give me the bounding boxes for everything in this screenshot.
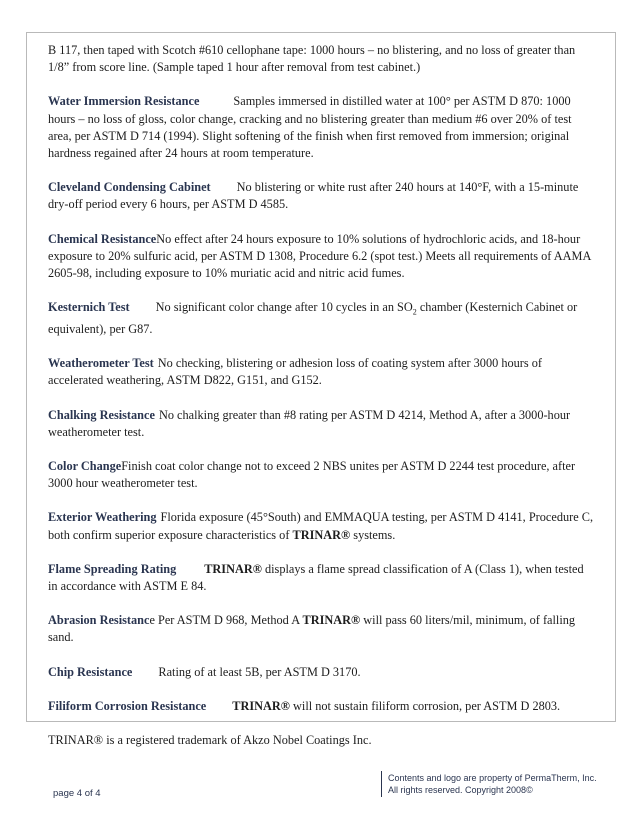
- flame-spreading-paragraph: [48, 561, 596, 595]
- copyright-line-1: Contents and logo are property of PermaTherm, Inc.: [388, 773, 597, 783]
- chalking-text: No chalking greater than #8 rating per ASTM D 4214, Method A, after a 3000-hour weatherometer test.: [48, 407, 571, 439]
- copyright-line-2: All rights reserved. Copyright 2008©: [388, 785, 533, 795]
- chemical-text: No effect after 24 hours exposure to 10% solutions of hydrochloric acids, and 18-hour exposure to 20% sulfuric acid, per ASTM D 1308, Procedure 6.2 (spot test.) Meets all requirements of AAMA 2605-98, including exposure to 10% muriatic acid and nitric acid fumes.: [48, 231, 591, 281]
- filiform-heading: Filiform Corrosion Resistance: [48, 698, 207, 713]
- abrasion-text-end: will pass 60 liters/mil, minimum, of falling sand.: [48, 613, 576, 645]
- kesternich-text-end: chamber (Kesternich Cabinet or equivalent), per G87.: [48, 300, 578, 336]
- weatherometer-text: No checking, blistering or adhesion loss of coating system after 3000 hours of accelerated weathering, ASTM D822, G151, and G152.: [48, 356, 542, 388]
- paragraph-text: B 117, then taped with Scotch #610 cellophane tape: 1000 hours – no blistering, and no loss of greater than 1/8” from score line. (Sample taped 1 hour after removal from test cabinet.): [48, 43, 576, 75]
- chemical-heading: Chemical Resistance: [48, 231, 157, 246]
- chemical-paragraph: [48, 231, 596, 283]
- kesternich-paragraph: [48, 299, 596, 338]
- trinar-brand: TRINAR®: [232, 698, 290, 713]
- trinar-brand: TRINAR®: [302, 613, 361, 628]
- water-immersion-heading: Water Immersion Resistance: [48, 94, 200, 109]
- chip-resistance-paragraph: [48, 664, 596, 681]
- chip-resistance-heading: Chip Resistance: [48, 664, 133, 679]
- spec-content: [48, 42, 596, 766]
- trinar-brand: TRINAR®: [292, 527, 351, 542]
- abrasion-paragraph: [48, 612, 596, 646]
- cleveland-text: No blistering or white rust after 240 hours at 140°F, with a 15-minute dry-off period every 6 hours, per ASTM D 4585.: [48, 180, 579, 212]
- trademark-notice: [48, 732, 596, 749]
- chalking-paragraph: [48, 407, 596, 441]
- salt-spray-continuation: [48, 42, 596, 76]
- flame-spreading-text: displays a flame spread classification of A (Class 1), when tested in accordance with ASTM E 84.: [48, 561, 584, 593]
- color-change-heading: Color Change: [48, 458, 122, 473]
- trinar-brand: TRINAR®: [204, 561, 262, 576]
- chip-resistance-text: Rating of at least 5B, per ASTM D 3170.: [158, 664, 361, 679]
- weatherometer-paragraph: [48, 355, 596, 389]
- abrasion-heading: Abrasion Resistanc: [48, 613, 150, 628]
- exterior-weathering-text: Florida exposure (45°South) and EMMAQUA testing, per ASTM D 4141, Procedure C, both confirm superior exposure characteristics of: [48, 510, 594, 542]
- color-change-paragraph: [48, 458, 596, 492]
- cleveland-paragraph: [48, 179, 596, 213]
- exterior-weathering-heading: Exterior Weathering: [48, 510, 157, 525]
- copyright-notice: [388, 772, 618, 796]
- filiform-text: will not sustain filiform corrosion, per ASTM D 2803.: [289, 698, 561, 713]
- kesternich-heading: Kesternich Test: [48, 300, 130, 315]
- exterior-weathering-text-end: systems.: [350, 527, 396, 542]
- water-immersion-paragraph: [48, 93, 596, 162]
- abrasion-text: e Per ASTM D 968, Method A: [149, 613, 303, 628]
- footer-divider: [381, 771, 382, 797]
- chalking-heading: Chalking Resistance: [48, 407, 155, 422]
- trademark-text: TRINAR® is a registered trademark of Akzo Nobel Coatings Inc.: [48, 732, 372, 747]
- kesternich-text: No significant color change after 10 cycles in an SO: [155, 300, 413, 315]
- so2-subscript: 2: [412, 307, 417, 317]
- flame-spreading-heading: Flame Spreading Rating: [48, 561, 177, 576]
- color-change-text: Finish coat color change not to exceed 2 NBS unites per ASTM D 2244 test procedure, after 3000 hour weatherometer test.: [48, 458, 576, 491]
- filiform-paragraph: [48, 698, 596, 715]
- cleveland-heading: Cleveland Condensing Cabinet: [48, 180, 211, 195]
- weatherometer-heading: Weatherometer Test: [48, 356, 154, 371]
- water-immersion-text: Samples immersed in distilled water at 100° per ASTM D 870: 1000 hours – no loss of gloss, color change, cracking and no blistering greater than medium #6 over 20% of test area, per ASTM D 714 (1994). Slight softening of the finish when first removed from immersion; original hardness regained after 24 hours at room temperature.: [48, 94, 572, 161]
- exterior-weathering-paragraph: [48, 509, 596, 543]
- page-number: page 4 of 4: [53, 788, 101, 799]
